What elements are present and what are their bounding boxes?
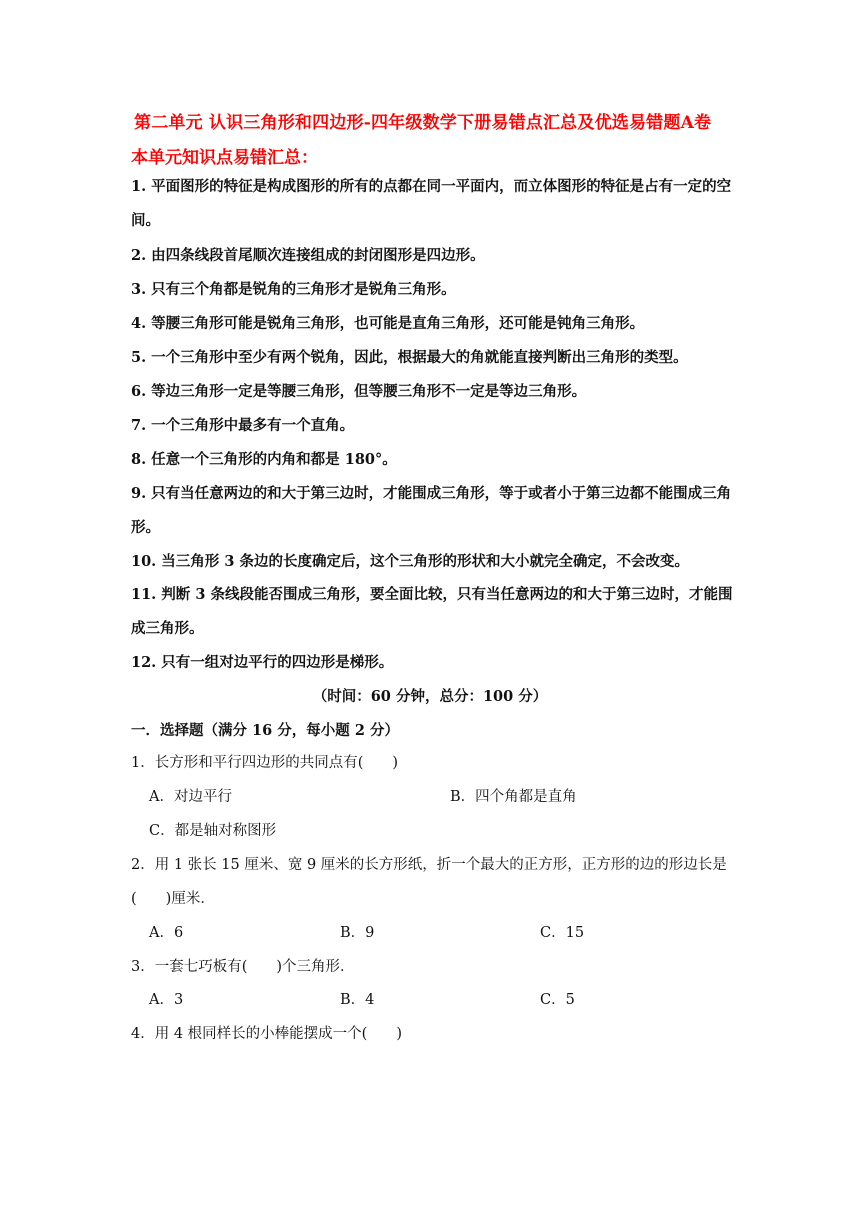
option-a[interactable]: A．6 (149, 925, 184, 941)
knowledge-point: 7. 一个三角形中最多有一个直角。 (131, 417, 355, 434)
knowledge-point: 4. 等腰三角形可能是锐角三角形，也可能是直角三角形，还可能是钝角三角形。 (131, 315, 645, 332)
knowledge-point: 3. 只有三个角都是锐角的三角形才是锐角三角形。 (131, 281, 456, 298)
option-b[interactable]: B．9 (340, 925, 375, 941)
knowledge-point: 2. 由四条线段首尾顺次连接组成的封闭图形是四边形。 (131, 247, 485, 264)
knowledge-point: 8. 任意一个三角形的内角和都是 180°。 (131, 451, 397, 468)
knowledge-point: 1. 平面图形的特征是构成图形的所有的点都在同一平面内，而立体图形的特征是占有一定的空间。 (131, 178, 732, 229)
exam-info: （时间：60 分钟，总分：100 分） (312, 688, 548, 705)
document-title: 第二单元 认识三角形和四边形-四年级数学下册易错点汇总及优选易错题A卷 (134, 113, 712, 133)
knowledge-point: 5. 一个三角形中至少有两个锐角，因此，根据最大的角就能直接判断出三角形的类型。 (131, 349, 688, 366)
option-a[interactable]: A．3 (149, 992, 184, 1008)
option-b[interactable]: B．4 (340, 992, 375, 1008)
knowledge-point: 11. 判断 3 条线段能否围成三角形，要全面比较，只有当任意两边的和大于第三边时，才能围成三角形。 (131, 586, 733, 637)
option-c[interactable]: C．15 (540, 925, 585, 941)
question-stem: 3．一套七巧板有( )个三角形． (131, 959, 355, 975)
knowledge-point: 6. 等边三角形一定是等腰三角形，但等腰三角形不一定是等边三角形。 (131, 383, 587, 400)
question-stem: 4．用 4 根同样长的小棒能摆成一个( ) (131, 1026, 402, 1042)
section-heading: 一．选择题（满分 16 分，每小题 2 分） (131, 722, 399, 739)
option-c[interactable]: C．5 (540, 992, 575, 1008)
knowledge-point: 9. 只有当任意两边的和大于第三边时，才能围成三角形，等于或者小于第三边都不能围成三角形。 (131, 485, 732, 536)
knowledge-point: 12. 只有一组对边平行的四边形是梯形。 (131, 654, 394, 671)
option-b[interactable]: B．四个角都是直角 (450, 789, 577, 805)
knowledge-point: 10. 当三角形 3 条边的长度确定后，这个三角形的形状和大小就完全确定，不会改变。 (131, 553, 689, 570)
question-stem: 1．长方形和平行四边形的共同点有( ) (131, 755, 399, 771)
section-subtitle: 本单元知识点易错汇总： (131, 148, 318, 168)
question-stem: 2．用 1 张长 15 厘米、宽 9 厘米的长方形纸，折一个最大的正方形，正方形的边的形边长是( )厘米． (131, 857, 727, 907)
option-a[interactable]: A．对边平行 (149, 789, 232, 805)
option-c[interactable]: C．都是轴对称图形 (149, 823, 277, 839)
